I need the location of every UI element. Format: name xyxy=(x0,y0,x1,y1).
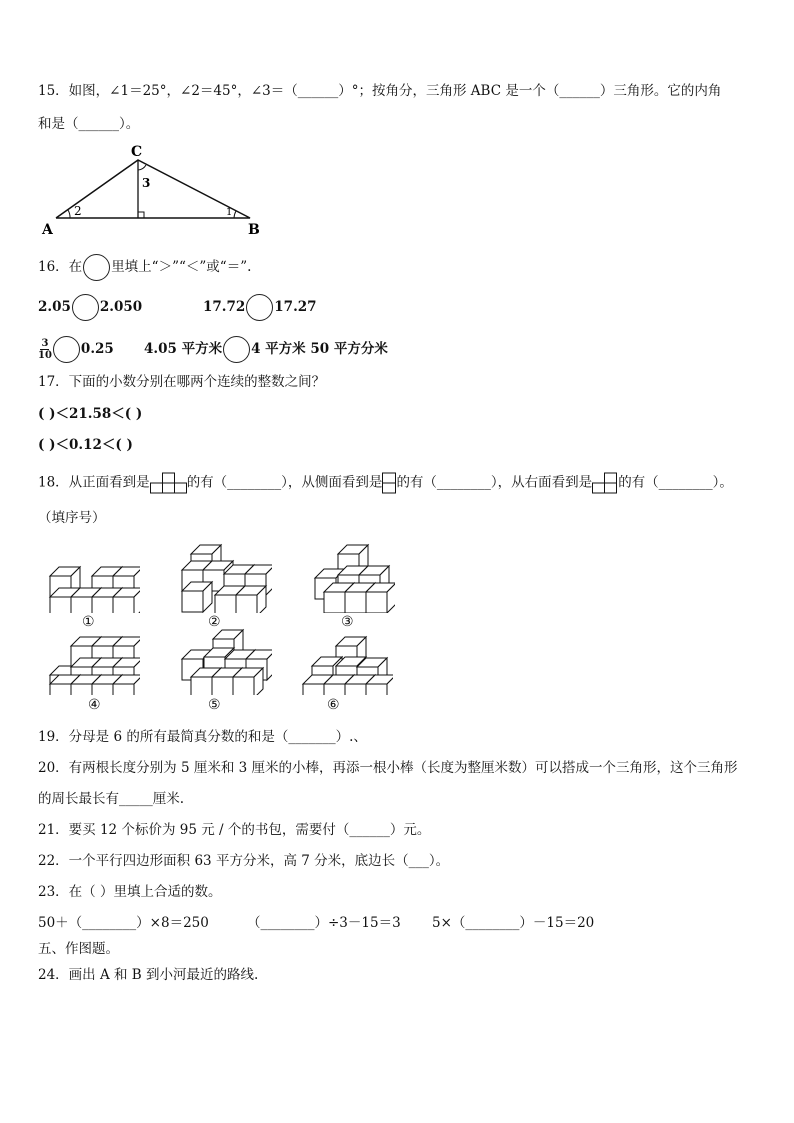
q18-line xyxy=(38,472,733,494)
q19-text: 19．分母是 6 的所有最简真分数的和是（_______）.、 xyxy=(38,729,367,745)
q16-title-post: 里填上“＞”“＜”或“＝”. xyxy=(111,259,252,275)
q24-text: 24．画出 A 和 B 到小河最近的路线. xyxy=(38,967,259,983)
cube-figure-3 xyxy=(310,543,395,613)
q21-text: 21．要买 12 个标价为 95 元 / 个的书包，需要付（______）元。 xyxy=(38,822,431,838)
angle-3-label: 3 xyxy=(142,176,151,190)
q23-title: 23．在（ ）里填上合适的数。 xyxy=(38,884,222,900)
cube-figure-4 xyxy=(45,635,140,695)
value-right: 17.27 xyxy=(274,299,317,315)
compare-circle xyxy=(72,294,99,321)
angle-2-label: 2 xyxy=(74,204,82,218)
angle-1-label: 1 xyxy=(226,207,233,218)
cube-figure-6 xyxy=(298,635,393,695)
front-view-icon xyxy=(150,472,187,494)
compare-circle xyxy=(83,254,110,281)
value-right: 0.25 xyxy=(80,341,114,357)
figure-label-3: ③ xyxy=(341,614,354,630)
q23-equation-3: 5×（________）－15＝20 xyxy=(432,915,595,931)
vertex-a-label: A xyxy=(42,222,53,237)
q17-title: 17．下面的小数分别在哪两个连续的整数之间？ xyxy=(38,374,326,390)
q18-part4: 的有（________）。 xyxy=(618,474,733,491)
fraction-numerator: 3 xyxy=(41,338,49,349)
compare-circle xyxy=(53,336,80,363)
value-right: 2.050 xyxy=(99,299,143,315)
compare-circle xyxy=(223,336,250,363)
fraction-denominator: 10 xyxy=(38,350,52,361)
figure-label-1: ① xyxy=(82,614,95,630)
q20-line2: 的周长最长有_____厘米. xyxy=(38,791,185,807)
value-left: 2.05 xyxy=(38,299,71,315)
q16-row2b xyxy=(144,336,388,363)
q18-note: （填序号） xyxy=(38,510,106,526)
cube-figure-1 xyxy=(45,545,140,613)
unit-cube xyxy=(366,583,395,613)
vertex-c-label: C xyxy=(131,144,143,160)
q16-row1b xyxy=(203,294,317,321)
q16-row1a xyxy=(38,294,142,321)
cube-figure-5 xyxy=(177,628,272,695)
side-view-icon xyxy=(382,472,396,494)
q23-equation-2: （________）÷3－15＝3 xyxy=(247,915,401,931)
q16-row2a xyxy=(38,336,114,363)
q18-part2: 的有（________），从侧面看到是 xyxy=(186,474,383,491)
q23-equation-1: 50＋（________）×8＝250 xyxy=(38,915,209,931)
q20-line1: 20．有两根长度分别为 5 厘米和 3 厘米的小棒，再添一根小棒（长度为整厘米数）可以搭成一个三角形，这个三角形 xyxy=(38,760,738,776)
q17-row1: ( )＜21.58＜( ) xyxy=(38,406,143,422)
right-view-icon xyxy=(592,472,618,494)
fraction xyxy=(38,338,52,361)
value-left: 4.05 平方米 xyxy=(144,341,223,357)
q16-title xyxy=(38,254,251,281)
q15-line2: 和是（______）。 xyxy=(38,116,140,132)
unit-cube xyxy=(233,668,263,695)
q22-text: 22．一个平行四边形面积 63 平方分米，高 7 分米，底边长（___）。 xyxy=(38,853,450,869)
q15-line1: 15．如图，∠1＝25°，∠2＝45°，∠3＝（______）°；按角分，三角形 ABC 是一个（______）三角形。它的内角 xyxy=(38,83,722,99)
section-title: 五、作图题。 xyxy=(38,941,119,957)
triangle-figure xyxy=(38,142,268,237)
unit-cube xyxy=(182,582,212,612)
compare-circle xyxy=(246,294,273,321)
vertex-b-label: B xyxy=(248,222,260,237)
q17-row2: ( )＜0.12＜( ) xyxy=(38,437,133,453)
figure-label-4: ④ xyxy=(88,697,101,713)
q18-part3: 的有（________），从右面看到是 xyxy=(396,474,593,491)
figure-label-2: ② xyxy=(208,614,221,630)
value-right: 4 平方米 50 平方分米 xyxy=(251,341,388,357)
cube-figure-2 xyxy=(177,543,272,613)
figure-label-5: ⑤ xyxy=(208,697,221,713)
figure-label-6: ⑥ xyxy=(327,697,340,713)
value-left: 17.72 xyxy=(203,299,246,315)
q16-title-pre: 16．在 xyxy=(38,259,83,275)
unit-cube xyxy=(236,586,266,613)
q18-part1: 18．从正面看到是 xyxy=(38,474,150,491)
